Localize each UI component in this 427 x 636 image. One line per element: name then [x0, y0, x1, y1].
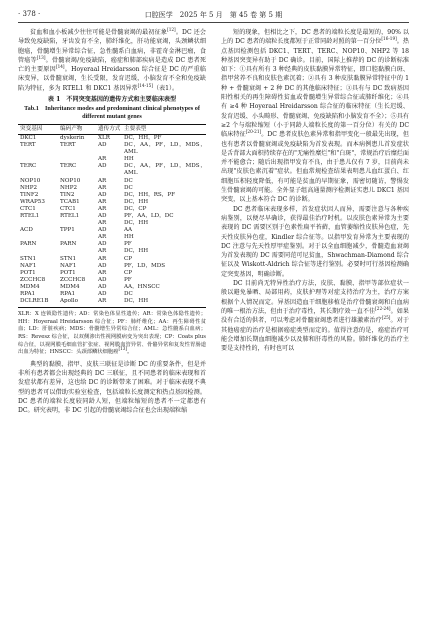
gene-cell: RTEL1: [20, 212, 40, 219]
gene-table: [18, 124, 206, 308]
table-header-row: [18, 124, 206, 134]
product-cell: NOP10: [60, 177, 81, 184]
header-gene: 突变基因: [18, 124, 60, 134]
mode-cell: AD: [98, 262, 107, 269]
mode-cell: AD: [98, 291, 107, 298]
mode-cell: AD: [98, 212, 107, 219]
product-cell: TERT: [60, 142, 76, 149]
journal-info: 口腔医学 2025 年 5 月 第 45 卷 第 5 期: [144, 11, 283, 19]
table-caption-en: Tab.1 Inheritance modes and predominant clinical phenotypes of different mutant genes: [24, 104, 200, 121]
table-caption-cn: 表 1 不同突变基因的遗传方式和主要临床表型: [47, 96, 177, 104]
mode-cell: AD: [98, 191, 107, 198]
product-cell: TERC: [60, 163, 77, 170]
phenotype-line: HH: [124, 234, 134, 241]
table-row: [18, 156, 206, 163]
phenotype-cell: [124, 192, 206, 199]
phenotype-line: DC，HH: [124, 198, 149, 205]
phenotype-line: DC，CP: [124, 205, 147, 212]
table-row: [18, 142, 206, 156]
mode-cell: AR: [98, 184, 107, 191]
phenotype-line: AA，HNSCC: [124, 283, 160, 290]
gene-cell: ACD: [20, 227, 33, 234]
phenotype-cell: [124, 277, 206, 284]
product-cell: [60, 248, 98, 255]
criteria-paragraph: 短的现象，但相比之下，DC 患者的端粒长度是最短的，90% 以上的 DC 患者的端粒长度都短于正常同龄对照的第一百分位[16-19]。热点基因检测包括 DKC1、TERT、TERC、NOP10、NHP2 等 18 种基因突变异有助于 DC 确诊。目前，国际上推荐的 DC 的诊断标准如下：①具有所有 3 种经典的皮肤黏膜异常特征，即口腔黏膜白斑、指甲营养不良和皮肤色素沉着；②具有 3 种皮肤黏膜异常特征中的 1 种 + 骨髓衰竭 + 2 种 DC 的其他临床特征；③具有与 DC 致病基因阳性相关的再生障碍性贫血或骨髓增生异常综合征或肺纤维化；④具有 ≥4 种 Hoyeraal Hreidarsson 综合征的临床特征（生长迟缓、发育迟缓、小头畸形、骨髓衰竭、免疫缺陷和小脑发育不全）；⑤具有 ≥2 个与端粒缩短（小于同龄人端粒长度的第一百分位）有关的 DC 临床特征[20-21]。DC 患者皮肤色素异常和指甲变化一般最先出现，但也有患者以骨髓衰竭或免疫缺陷为首发表现。而本病例患儿首发症状是舌背部大面积持续存在的"无痛性糜烂"和"白斑"，常规治疗后糜烂面并不能愈合；随后出现指甲发育不良，由于患儿仅有 7 岁，目前尚未出现"皮肤色素沉着"症状。但血常规检查结果表明患儿血红蛋白、红细胞压积轻度降低，有可能是贫血的早期征象，需密切随访，警惕发生骨髓衰竭的可能。全外显子组高通量测序检测证实患儿 DKC1 基因突变，以上基本符合 DC 的诊断。: [221, 29, 409, 204]
mode-cell: AR: [98, 220, 107, 227]
gene-cell: DKC1: [20, 134, 37, 141]
product-cell: [60, 234, 98, 241]
table-row: [18, 263, 206, 270]
phenotype-cell: [124, 206, 206, 213]
phenotype-cell: [124, 134, 206, 142]
table-row: [18, 220, 206, 227]
gene-cell: NHP2: [20, 184, 38, 191]
gene-cell: CTC1: [20, 205, 36, 212]
phenotype-cell: [124, 142, 206, 156]
product-cell: POT1: [60, 269, 76, 276]
product-cell: RTEL1: [60, 212, 80, 219]
gene-cell: TINF2: [20, 191, 39, 198]
gene-cell: NAF1: [20, 262, 37, 269]
phenotype-cell: [124, 156, 206, 163]
gene-cell: RPA1: [20, 291, 36, 298]
table-row: [18, 270, 206, 277]
header-phenotype: 主要表型: [124, 124, 206, 134]
intro-paragraph: 贫血和血小板减少往往可能是骨髓衰竭的最初征象[12]。DC 还会导致免疫缺陷，牙齿发育不全，肺纤维化，肝功能衰竭，头颈鳞状细胞癌，骨髓增生异常综合征，急性髓系白血病，非霍奇金淋巴瘤，食管癌等[13]。骨髓衰竭/免疫缺陷，癌症和肺部疾病是造成 DC 患者死亡的主要原因[14]。Hoyeraal Hreidarsson 综合征是 DC 的严重临床变异，以骨髓衰竭，生长受限，发育迟缓，小脑发育不全和免疫缺陷为特征，多为 RTEL1 和 DKC1 基因异常[14-15]（表1）。: [18, 26, 207, 92]
phenotype-line: CP: [124, 255, 133, 262]
phenotype-line: DC，HH: [124, 220, 149, 227]
table-row: [18, 284, 206, 291]
phenotype-cell: [124, 163, 206, 177]
phenotype-line: AA: [124, 227, 133, 234]
page-header: [18, 10, 409, 22]
phenotype-line: DC，HH: [124, 298, 149, 305]
phenotype-line: DC: [124, 184, 133, 191]
right-column: [221, 28, 409, 353]
table-row: [18, 163, 206, 177]
gene-cell: DCLRE1B: [18, 298, 60, 308]
gene-cell: TERC: [20, 163, 37, 170]
table-row: [18, 298, 206, 308]
product-cell: [60, 156, 98, 163]
phenotype-line: PF: [124, 276, 132, 283]
table-row: [18, 227, 206, 234]
mode-cell: AD: [98, 241, 107, 248]
mode-cell: AR: [98, 177, 107, 184]
phenotype-cell: [124, 263, 206, 270]
phenotype-line: HH: [124, 156, 134, 163]
product-cell: dyskerin: [60, 134, 85, 141]
left-column: [18, 28, 206, 416]
phenotype-cell: [124, 291, 206, 298]
diagnosis-paragraph: 典型的黏膜、指甲、皮肤三联征是诊断 DC 的重要条件，但是并非所有患者都会出现经典的 DC 三联征，且不同患者的临床表现和首发症状都有差异，这也给 DC 的诊断带来了困难。对于临床表现不典型的患者可以借助实验室检查，包括端粒长度测定和热点基因检测。DC 患者的端粒长度较同龄人短，但端粒缩短的患者不一定都患有 DC。研究表明，非 DC 引起的骨髓衰竭综合征也会出现端粒缩: [18, 360, 206, 415]
treatment-paragraph: DC 目前尚无特异性治疗方法，皮肤、黏膜、指甲等部位症状一般以避免暴晒、局部用药，皮肤护理等对症支持治疗为主，治疗方案根据个人情况而定。异基因造血干细胞移植是治疗骨髓衰竭和白血病的唯一根治方法，但由于治疗毒性，其长期疗效一直不佳[22-24]。如果没有合适的供者，可以考虑对骨髓衰竭患者进行雄激素治疗[25]。对于其他癌症的治疗是根据癌症类型而定的。值得注意的是，癌症治疗可能会增加长期血细胞减少以及肺和肝毒性的风险。肺纤维化的治疗主要是支持性的，有时也可以: [221, 280, 410, 353]
table-row: [18, 256, 206, 263]
gene-cell: ZCCHC8: [20, 276, 46, 283]
product-cell: NAF1: [60, 262, 77, 269]
phenotype-line: DC，AA，PF，LD，MDS，AML: [124, 163, 206, 177]
mode-cell: AR: [98, 234, 107, 241]
product-cell: Apollo: [60, 298, 98, 308]
table-row: [18, 241, 206, 248]
phenotype-line: DC: [124, 177, 133, 184]
mode-cell: AR: [98, 205, 107, 212]
product-cell: NHP2: [60, 184, 78, 191]
phenotype-cell: [124, 241, 206, 248]
phenotype-cell: [124, 256, 206, 263]
table-row: [18, 185, 206, 192]
mode-cell: AD: [98, 142, 107, 149]
page-number: · 378 ·: [18, 10, 41, 18]
table-row: [18, 206, 206, 213]
phenotype-line: PF，LD，MDS: [124, 262, 166, 269]
mode-cell: AR: [98, 248, 107, 255]
phenotype-cell: [124, 298, 206, 308]
gene-cell: TERT: [20, 142, 36, 149]
phenotype-line: DC，AA，PF，LD，MDS，AML: [124, 142, 206, 156]
product-cell: ZCCHC8: [60, 276, 86, 283]
phenotype-cell: [124, 178, 206, 185]
phenotype-line: DC: [124, 291, 133, 298]
gene-cell: WRAP53: [20, 198, 45, 205]
phenotype-line: DC，HH，RS，PF: [124, 191, 175, 198]
gene-cell: POT1: [20, 269, 36, 276]
phenotype-cell: [124, 220, 206, 227]
phenotype-line: PF，AA，LD，DC: [124, 212, 174, 219]
mode-cell: AR: [98, 255, 107, 262]
mode-cell: AR: [98, 156, 107, 163]
mode-cell: AR: [98, 298, 124, 308]
gene-cell: NOP10: [20, 177, 41, 184]
phenotype-cell: [124, 284, 206, 291]
product-cell: TPP1: [60, 227, 75, 234]
phenotype-cell: [124, 234, 206, 241]
mode-cell: AD: [98, 283, 107, 290]
mode-cell: AD: [98, 227, 107, 234]
gene-cell: [18, 156, 60, 163]
gene-cell: [18, 248, 60, 255]
gene-cell: [18, 234, 60, 241]
product-cell: [60, 220, 98, 227]
table-row: [18, 277, 206, 284]
table-row: [18, 291, 206, 298]
gene-cell: STN1: [20, 255, 37, 262]
phenotype-line: CP: [124, 269, 133, 276]
product-cell: STN1: [60, 255, 77, 262]
product-cell: CTC1: [60, 205, 76, 212]
table-caption: [18, 96, 206, 122]
phenotype-line: PF: [124, 241, 132, 248]
product-cell: MDM4: [60, 283, 80, 290]
phenotype-cell: [124, 227, 206, 234]
product-cell: TCAB1: [60, 198, 80, 205]
mode-cell: AR: [98, 269, 107, 276]
table-note: XLR：X 连锁隐性遗传；AD：常染色体显性遗传；AR：常染色体隐性遗传；HH：Hoyeraal Hreidarsson 综合征；PF：肺纤维化；AA：再生障碍性贫血；LD：肝脏疾病；MDS：骨髓增生异常综合征；AML：急性髓系白血病；RS：Revesz 综合征，以双侧渗出性视网膜病变为突出表现；CP：Coats plus 综合征，以视网膜毛细血管扩张症、视网膜血管异常、骨骼异常和复发性胃肠道出血为特征；HNSCC：头颈部鳞状细胞癌[13]。: [18, 311, 206, 356]
mode-cell: AR: [98, 198, 107, 205]
header-product: 编码产物: [60, 124, 98, 134]
phenotype-cell: [124, 213, 206, 220]
table-body: [18, 134, 206, 307]
table-row: [18, 248, 206, 255]
table-row: [18, 134, 206, 142]
header-mode: 遗传方式: [98, 124, 124, 134]
product-cell: PARN: [60, 241, 77, 248]
table-row: [18, 213, 206, 220]
phenotype-cell: [124, 270, 206, 277]
gene-cell: PARN: [20, 241, 37, 248]
phenotype-line: DC，HH: [124, 248, 149, 255]
phenotype-cell: [124, 248, 206, 255]
gene-cell: [18, 220, 60, 227]
table-row: [18, 192, 206, 199]
product-cell: RPA1: [60, 291, 76, 298]
gene-cell: MDM4: [20, 283, 40, 290]
header-rule: [18, 22, 409, 23]
mode-cell: AD: [98, 163, 107, 170]
phenotype-cell: [124, 185, 206, 192]
mode-cell: XLR: [98, 134, 110, 141]
product-cell: TIN2: [60, 191, 75, 198]
mode-cell: AD: [98, 276, 107, 283]
table-row: [18, 234, 206, 241]
differential-paragraph: DC 患者临床表现多样，首发症状因人而异，需要注意与各种疾病鉴别，以便尽早确诊，获得最佳治疗时机。以皮肤色素异常为主要表现的 DC 需要区别于色素性扁平苔藓，血管萎缩性皮肤异色症，先天性皮肤异色症，Kindler 综合征等。以指甲发育异常为主要表现的 DC 注意与先天性厚甲症鉴别。对于以全血细胞减少，骨髓造血衰竭为首发表现的 DC 需要同范可尼贫血，Shwachman-Diamond 综合征以及 Wiskott-Aldrich 综合征等进行鉴别。必要时可行基因检测确定突变基因，明确诊断。: [221, 205, 409, 278]
table-row: [18, 178, 206, 185]
table-row: [18, 199, 206, 206]
phenotype-cell: [124, 199, 206, 206]
phenotype-line: DC，HH，PF: [124, 134, 162, 141]
